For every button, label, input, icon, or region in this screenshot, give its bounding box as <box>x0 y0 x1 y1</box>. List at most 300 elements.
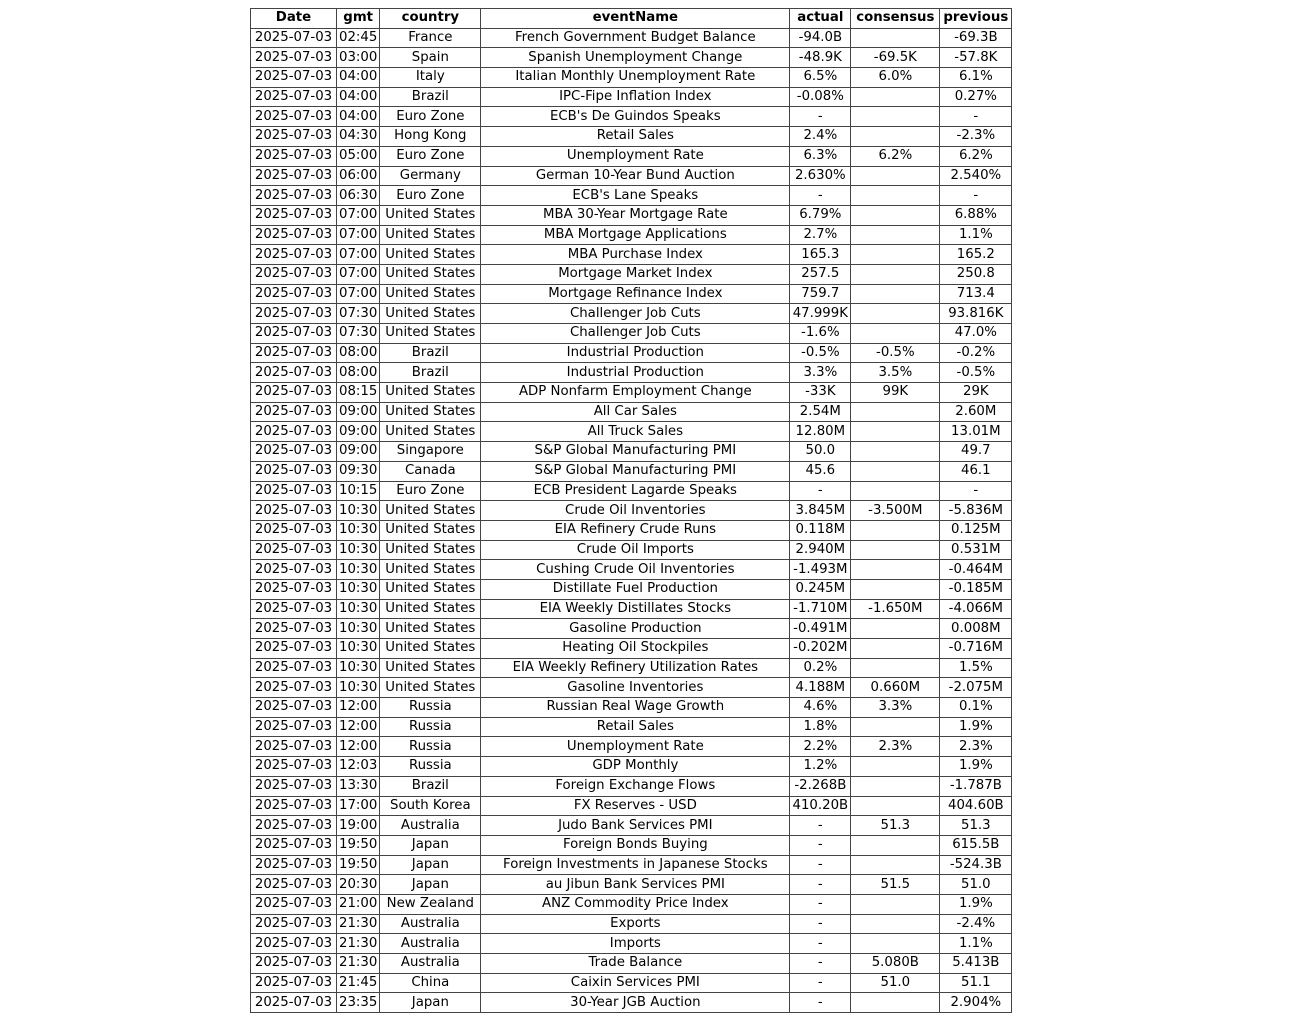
economic-calendar-table <box>250 8 1012 1013</box>
cell-country: Euro Zone <box>380 107 481 127</box>
table-row <box>251 993 1012 1013</box>
cell-actual: 1.2% <box>790 757 851 777</box>
table-row <box>251 717 1012 737</box>
cell-date: 2025-07-03 <box>251 324 337 344</box>
table-row <box>251 87 1012 107</box>
cell-gmt: 08:00 <box>337 343 380 363</box>
cell-event-name: MBA Purchase Index <box>481 245 790 265</box>
table-row <box>251 127 1012 147</box>
cell-consensus: 99K <box>851 383 940 403</box>
cell-consensus <box>851 304 940 324</box>
cell-country: United States <box>380 619 481 639</box>
header-gmt: gmt <box>337 9 380 29</box>
cell-gmt: 09:30 <box>337 461 380 481</box>
cell-previous: -4.066M <box>940 599 1012 619</box>
cell-previous: 1.9% <box>940 894 1012 914</box>
table-row <box>251 914 1012 934</box>
cell-previous: -2.3% <box>940 127 1012 147</box>
cell-event-name: Challenger Job Cuts <box>481 324 790 344</box>
table-row <box>251 560 1012 580</box>
cell-event-name: au Jibun Bank Services PMI <box>481 875 790 895</box>
cell-actual: -33K <box>790 383 851 403</box>
cell-consensus <box>851 619 940 639</box>
cell-date: 2025-07-03 <box>251 757 337 777</box>
cell-gmt: 10:30 <box>337 678 380 698</box>
cell-country: United States <box>380 304 481 324</box>
table-row <box>251 304 1012 324</box>
cell-country: United States <box>380 501 481 521</box>
cell-actual: 47.999K <box>790 304 851 324</box>
cell-gmt: 07:00 <box>337 264 380 284</box>
cell-date: 2025-07-03 <box>251 579 337 599</box>
cell-date: 2025-07-03 <box>251 678 337 698</box>
cell-country: China <box>380 973 481 993</box>
cell-consensus <box>851 757 940 777</box>
table-row <box>251 796 1012 816</box>
cell-gmt: 03:00 <box>337 48 380 68</box>
cell-actual: 6.5% <box>790 68 851 88</box>
table-row <box>251 658 1012 678</box>
cell-gmt: 10:30 <box>337 579 380 599</box>
cell-gmt: 17:00 <box>337 796 380 816</box>
cell-previous: -57.8K <box>940 48 1012 68</box>
cell-actual: - <box>790 973 851 993</box>
cell-date: 2025-07-03 <box>251 934 337 954</box>
cell-actual: - <box>790 934 851 954</box>
cell-event-name: Foreign Bonds Buying <box>481 835 790 855</box>
cell-gmt: 19:50 <box>337 835 380 855</box>
cell-consensus <box>851 166 940 186</box>
cell-previous: -2.075M <box>940 678 1012 698</box>
table-row <box>251 107 1012 127</box>
cell-country: United States <box>380 540 481 560</box>
cell-date: 2025-07-03 <box>251 87 337 107</box>
cell-previous: 0.27% <box>940 87 1012 107</box>
cell-country: Russia <box>380 717 481 737</box>
cell-gmt: 10:30 <box>337 658 380 678</box>
cell-gmt: 12:03 <box>337 757 380 777</box>
cell-previous: 615.5B <box>940 835 1012 855</box>
cell-event-name: Crude Oil Inventories <box>481 501 790 521</box>
cell-consensus <box>851 540 940 560</box>
table-row <box>251 501 1012 521</box>
cell-date: 2025-07-03 <box>251 127 337 147</box>
cell-event-name: S&P Global Manufacturing PMI <box>481 442 790 462</box>
cell-gmt: 04:00 <box>337 87 380 107</box>
cell-country: Euro Zone <box>380 146 481 166</box>
cell-country: United States <box>380 639 481 659</box>
cell-gmt: 07:00 <box>337 205 380 225</box>
cell-actual: 759.7 <box>790 284 851 304</box>
cell-date: 2025-07-03 <box>251 796 337 816</box>
cell-previous: -0.716M <box>940 639 1012 659</box>
cell-consensus: 6.2% <box>851 146 940 166</box>
cell-country: United States <box>380 402 481 422</box>
cell-previous: 0.531M <box>940 540 1012 560</box>
cell-event-name: All Truck Sales <box>481 422 790 442</box>
cell-actual: -0.08% <box>790 87 851 107</box>
cell-previous: 404.60B <box>940 796 1012 816</box>
cell-consensus <box>851 796 940 816</box>
cell-previous: 51.3 <box>940 816 1012 836</box>
cell-event-name: EIA Weekly Refinery Utilization Rates <box>481 658 790 678</box>
cell-consensus: 51.0 <box>851 973 940 993</box>
table-row <box>251 855 1012 875</box>
table-row <box>251 835 1012 855</box>
cell-event-name: Retail Sales <box>481 127 790 147</box>
cell-previous: 6.88% <box>940 205 1012 225</box>
cell-previous: -0.2% <box>940 343 1012 363</box>
table-row <box>251 68 1012 88</box>
cell-previous: 13.01M <box>940 422 1012 442</box>
cell-consensus <box>851 324 940 344</box>
table-row <box>251 599 1012 619</box>
cell-consensus: 5.080B <box>851 954 940 974</box>
cell-date: 2025-07-03 <box>251 146 337 166</box>
cell-date: 2025-07-03 <box>251 343 337 363</box>
cell-previous: -69.3B <box>940 28 1012 48</box>
cell-actual: 410.20B <box>790 796 851 816</box>
cell-consensus <box>851 402 940 422</box>
cell-date: 2025-07-03 <box>251 560 337 580</box>
cell-consensus <box>851 894 940 914</box>
cell-gmt: 21:45 <box>337 973 380 993</box>
cell-actual: - <box>790 954 851 974</box>
cell-event-name: FX Reserves - USD <box>481 796 790 816</box>
cell-consensus <box>851 776 940 796</box>
cell-event-name: ECB's Lane Speaks <box>481 186 790 206</box>
table-row <box>251 579 1012 599</box>
cell-previous: 93.816K <box>940 304 1012 324</box>
table-row <box>251 757 1012 777</box>
cell-country: United States <box>380 579 481 599</box>
cell-consensus <box>851 284 940 304</box>
cell-event-name: Gasoline Inventories <box>481 678 790 698</box>
cell-country: United States <box>380 264 481 284</box>
cell-country: Russia <box>380 698 481 718</box>
cell-event-name: ADP Nonfarm Employment Change <box>481 383 790 403</box>
table-row <box>251 776 1012 796</box>
cell-date: 2025-07-03 <box>251 442 337 462</box>
cell-country: United States <box>380 225 481 245</box>
cell-consensus <box>851 658 940 678</box>
cell-event-name: S&P Global Manufacturing PMI <box>481 461 790 481</box>
table-row <box>251 481 1012 501</box>
table-row <box>251 619 1012 639</box>
table-row <box>251 461 1012 481</box>
table-row <box>251 737 1012 757</box>
cell-event-name: Caixin Services PMI <box>481 973 790 993</box>
cell-country: Canada <box>380 461 481 481</box>
table-row <box>251 678 1012 698</box>
cell-country: Japan <box>380 993 481 1013</box>
table-header-row <box>251 9 1012 29</box>
cell-actual: - <box>790 107 851 127</box>
cell-actual: -1.493M <box>790 560 851 580</box>
cell-country: United States <box>380 324 481 344</box>
cell-previous: 1.9% <box>940 717 1012 737</box>
cell-event-name: ANZ Commodity Price Index <box>481 894 790 914</box>
header-country: country <box>380 9 481 29</box>
cell-previous: -2.4% <box>940 914 1012 934</box>
cell-gmt: 13:30 <box>337 776 380 796</box>
cell-previous: - <box>940 481 1012 501</box>
table-row <box>251 245 1012 265</box>
cell-consensus: 0.660M <box>851 678 940 698</box>
cell-previous: 29K <box>940 383 1012 403</box>
cell-gmt: 12:00 <box>337 737 380 757</box>
cell-actual: - <box>790 816 851 836</box>
cell-date: 2025-07-03 <box>251 894 337 914</box>
cell-previous: 1.9% <box>940 757 1012 777</box>
cell-gmt: 23:35 <box>337 993 380 1013</box>
cell-event-name: ECB's De Guindos Speaks <box>481 107 790 127</box>
cell-date: 2025-07-03 <box>251 284 337 304</box>
cell-date: 2025-07-03 <box>251 698 337 718</box>
cell-event-name: Exports <box>481 914 790 934</box>
cell-country: Australia <box>380 914 481 934</box>
table-row <box>251 166 1012 186</box>
cell-actual: 12.80M <box>790 422 851 442</box>
cell-actual: 1.8% <box>790 717 851 737</box>
table-row <box>251 363 1012 383</box>
cell-previous: 51.0 <box>940 875 1012 895</box>
cell-event-name: Retail Sales <box>481 717 790 737</box>
cell-gmt: 04:00 <box>337 68 380 88</box>
cell-country: United States <box>380 599 481 619</box>
cell-previous: 2.540% <box>940 166 1012 186</box>
cell-event-name: Mortgage Refinance Index <box>481 284 790 304</box>
cell-actual: - <box>790 875 851 895</box>
cell-actual: 257.5 <box>790 264 851 284</box>
cell-consensus: -3.500M <box>851 501 940 521</box>
cell-date: 2025-07-03 <box>251 107 337 127</box>
cell-actual: -48.9K <box>790 48 851 68</box>
cell-actual: 4.188M <box>790 678 851 698</box>
cell-gmt: 05:00 <box>337 146 380 166</box>
cell-previous: -0.464M <box>940 560 1012 580</box>
cell-gmt: 21:30 <box>337 934 380 954</box>
cell-country: Italy <box>380 68 481 88</box>
cell-actual: 0.2% <box>790 658 851 678</box>
cell-actual: 45.6 <box>790 461 851 481</box>
cell-date: 2025-07-03 <box>251 835 337 855</box>
cell-country: Euro Zone <box>380 186 481 206</box>
cell-date: 2025-07-03 <box>251 402 337 422</box>
cell-date: 2025-07-03 <box>251 383 337 403</box>
cell-previous: 1.5% <box>940 658 1012 678</box>
cell-date: 2025-07-03 <box>251 461 337 481</box>
cell-country: United States <box>380 383 481 403</box>
cell-date: 2025-07-03 <box>251 225 337 245</box>
cell-country: Germany <box>380 166 481 186</box>
cell-country: Russia <box>380 757 481 777</box>
table-row <box>251 639 1012 659</box>
cell-date: 2025-07-03 <box>251 422 337 442</box>
cell-event-name: Russian Real Wage Growth <box>481 698 790 718</box>
cell-actual: 2.54M <box>790 402 851 422</box>
cell-country: Brazil <box>380 363 481 383</box>
table-row <box>251 422 1012 442</box>
cell-country: United States <box>380 205 481 225</box>
cell-actual: - <box>790 855 851 875</box>
cell-consensus <box>851 245 940 265</box>
cell-date: 2025-07-03 <box>251 619 337 639</box>
table-row <box>251 186 1012 206</box>
cell-date: 2025-07-03 <box>251 993 337 1013</box>
cell-consensus <box>851 855 940 875</box>
cell-previous: 47.0% <box>940 324 1012 344</box>
cell-previous: 165.2 <box>940 245 1012 265</box>
header-actual: actual <box>790 9 851 29</box>
cell-event-name: Unemployment Rate <box>481 737 790 757</box>
cell-previous: 250.8 <box>940 264 1012 284</box>
cell-country: Australia <box>380 816 481 836</box>
cell-gmt: 09:00 <box>337 402 380 422</box>
cell-actual: - <box>790 481 851 501</box>
cell-country: United States <box>380 560 481 580</box>
cell-actual: 0.245M <box>790 579 851 599</box>
cell-previous: 2.904% <box>940 993 1012 1013</box>
cell-country: Japan <box>380 855 481 875</box>
table-row <box>251 205 1012 225</box>
cell-country: Brazil <box>380 343 481 363</box>
cell-actual: - <box>790 914 851 934</box>
cell-date: 2025-07-03 <box>251 954 337 974</box>
cell-gmt: 08:00 <box>337 363 380 383</box>
cell-country: Brazil <box>380 87 481 107</box>
cell-actual: -0.491M <box>790 619 851 639</box>
cell-gmt: 07:00 <box>337 284 380 304</box>
table-row <box>251 264 1012 284</box>
cell-event-name: Cushing Crude Oil Inventories <box>481 560 790 580</box>
cell-actual: - <box>790 993 851 1013</box>
cell-actual: 2.4% <box>790 127 851 147</box>
cell-country: Spain <box>380 48 481 68</box>
cell-gmt: 07:00 <box>337 245 380 265</box>
cell-event-name: Spanish Unemployment Change <box>481 48 790 68</box>
cell-gmt: 21:30 <box>337 914 380 934</box>
cell-gmt: 09:00 <box>337 442 380 462</box>
cell-date: 2025-07-03 <box>251 973 337 993</box>
cell-country: Brazil <box>380 776 481 796</box>
cell-event-name: Heating Oil Stockpiles <box>481 639 790 659</box>
cell-consensus <box>851 127 940 147</box>
cell-consensus: 2.3% <box>851 737 940 757</box>
cell-actual: -94.0B <box>790 28 851 48</box>
cell-event-name: Trade Balance <box>481 954 790 974</box>
cell-previous: 0.125M <box>940 520 1012 540</box>
cell-previous: 49.7 <box>940 442 1012 462</box>
cell-consensus <box>851 28 940 48</box>
cell-consensus <box>851 993 940 1013</box>
table-row <box>251 698 1012 718</box>
cell-gmt: 07:00 <box>337 225 380 245</box>
cell-consensus: -1.650M <box>851 599 940 619</box>
cell-date: 2025-07-03 <box>251 875 337 895</box>
cell-previous: -5.836M <box>940 501 1012 521</box>
cell-consensus <box>851 914 940 934</box>
cell-event-name: Mortgage Market Index <box>481 264 790 284</box>
cell-consensus <box>851 264 940 284</box>
cell-event-name: ECB President Lagarde Speaks <box>481 481 790 501</box>
cell-previous: 0.008M <box>940 619 1012 639</box>
table-row <box>251 875 1012 895</box>
table-body <box>251 28 1012 1012</box>
table-row <box>251 146 1012 166</box>
cell-event-name: IPC-Fipe Inflation Index <box>481 87 790 107</box>
cell-consensus <box>851 835 940 855</box>
table-row <box>251 343 1012 363</box>
cell-date: 2025-07-03 <box>251 599 337 619</box>
cell-country: United States <box>380 284 481 304</box>
cell-actual: 2.940M <box>790 540 851 560</box>
cell-event-name: All Car Sales <box>481 402 790 422</box>
cell-date: 2025-07-03 <box>251 816 337 836</box>
cell-previous: 713.4 <box>940 284 1012 304</box>
table-row <box>251 520 1012 540</box>
cell-consensus <box>851 934 940 954</box>
cell-country: United States <box>380 658 481 678</box>
cell-gmt: 19:50 <box>337 855 380 875</box>
cell-country: United States <box>380 422 481 442</box>
cell-actual: 6.79% <box>790 205 851 225</box>
cell-country: New Zealand <box>380 894 481 914</box>
cell-actual: -1.6% <box>790 324 851 344</box>
cell-gmt: 10:30 <box>337 560 380 580</box>
cell-consensus: 3.5% <box>851 363 940 383</box>
cell-previous: 2.60M <box>940 402 1012 422</box>
cell-event-name: Challenger Job Cuts <box>481 304 790 324</box>
cell-country: Japan <box>380 835 481 855</box>
cell-consensus <box>851 186 940 206</box>
cell-event-name: German 10-Year Bund Auction <box>481 166 790 186</box>
cell-consensus: 3.3% <box>851 698 940 718</box>
cell-consensus <box>851 560 940 580</box>
cell-gmt: 10:30 <box>337 639 380 659</box>
cell-gmt: 10:30 <box>337 619 380 639</box>
cell-country: Euro Zone <box>380 481 481 501</box>
cell-gmt: 10:30 <box>337 540 380 560</box>
cell-gmt: 07:30 <box>337 304 380 324</box>
cell-previous: 6.2% <box>940 146 1012 166</box>
cell-date: 2025-07-03 <box>251 48 337 68</box>
cell-event-name: Industrial Production <box>481 343 790 363</box>
cell-consensus <box>851 422 940 442</box>
cell-event-name: Crude Oil Imports <box>481 540 790 560</box>
cell-consensus <box>851 579 940 599</box>
cell-consensus <box>851 639 940 659</box>
table-row <box>251 324 1012 344</box>
cell-date: 2025-07-03 <box>251 658 337 678</box>
cell-previous: 2.3% <box>940 737 1012 757</box>
cell-date: 2025-07-03 <box>251 501 337 521</box>
cell-gmt: 10:30 <box>337 599 380 619</box>
cell-gmt: 21:00 <box>337 894 380 914</box>
cell-previous: -0.5% <box>940 363 1012 383</box>
cell-consensus <box>851 442 940 462</box>
cell-consensus: 51.5 <box>851 875 940 895</box>
cell-actual: 2.7% <box>790 225 851 245</box>
cell-date: 2025-07-03 <box>251 540 337 560</box>
cell-previous: - <box>940 107 1012 127</box>
cell-actual: 3.845M <box>790 501 851 521</box>
cell-event-name: Distillate Fuel Production <box>481 579 790 599</box>
cell-actual: - <box>790 835 851 855</box>
cell-date: 2025-07-03 <box>251 717 337 737</box>
table-row <box>251 934 1012 954</box>
table-row <box>251 383 1012 403</box>
